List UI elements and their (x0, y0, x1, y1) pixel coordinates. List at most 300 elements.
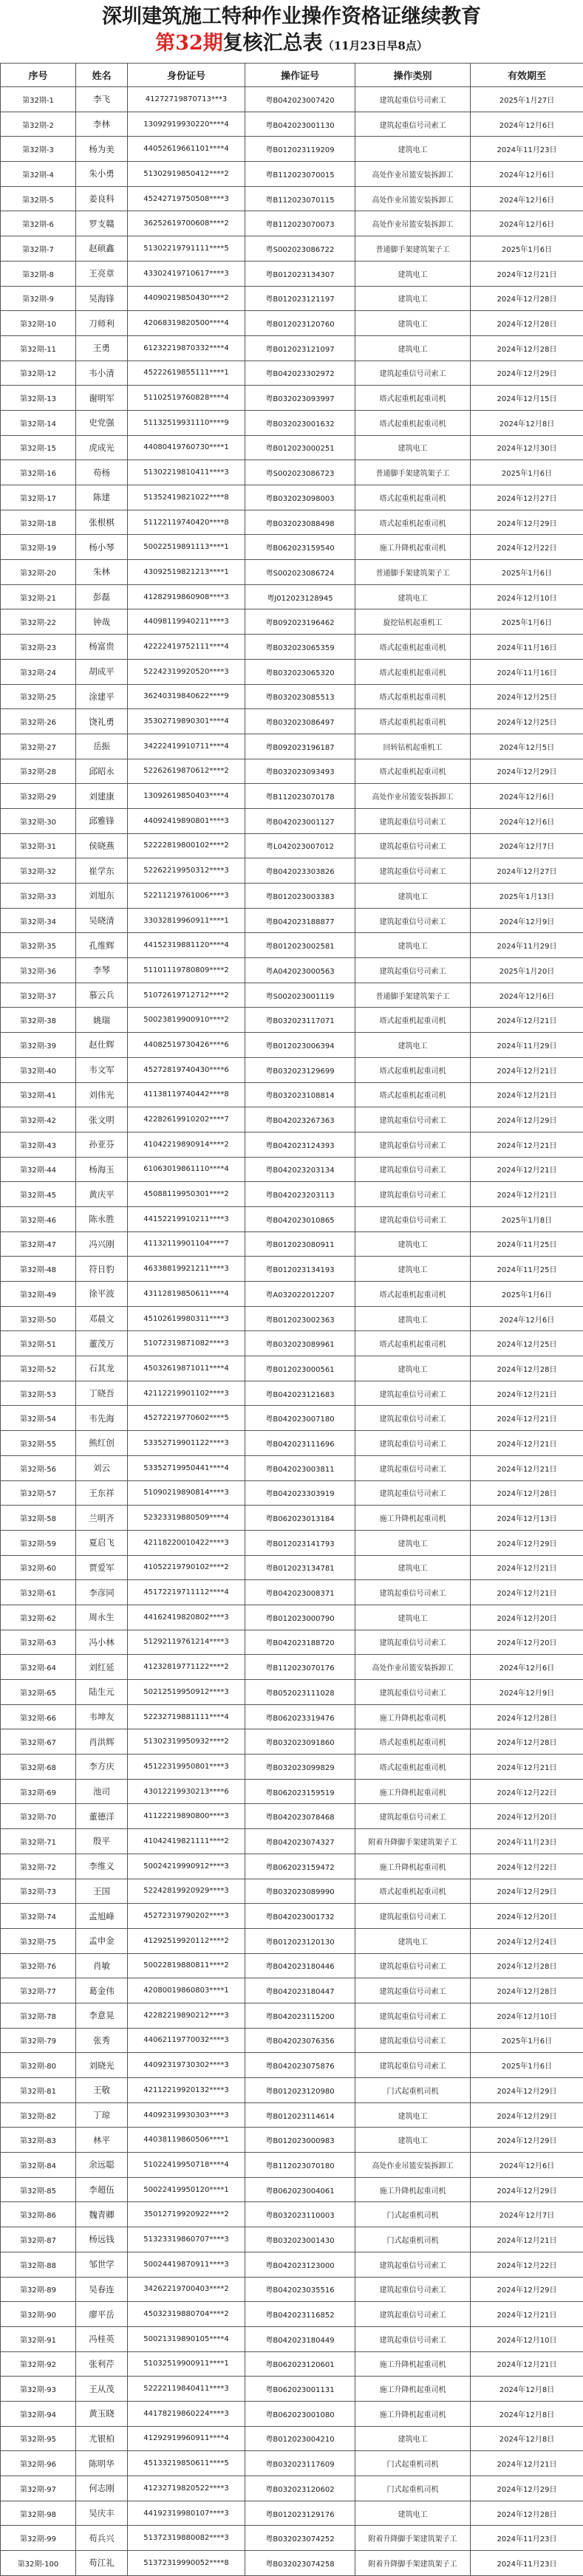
cell-expiry: 2024年12月21日 (471, 261, 583, 286)
table-row (1, 186, 583, 211)
cell-name: 慕云兵 (76, 983, 128, 1008)
cell-cert-number: 粤B012023121097 (245, 335, 355, 361)
cell-category: 塔式起重机起重司机 (355, 1755, 471, 1780)
cell-id-number: 61063019861110****4 (128, 1157, 245, 1182)
cell-cert-number: 粤B012023120980 (245, 2078, 355, 2103)
cell-index: 第32期-11 (1, 335, 76, 361)
cell-index: 第32期-10 (1, 311, 76, 336)
cell-name: 赵仕辉 (76, 1033, 128, 1058)
cell-name: 吴海锋 (76, 286, 128, 311)
cell-cert-number: 粤B062023013184 (245, 1506, 355, 1531)
table-row (1, 1406, 583, 1431)
cell-cert-number: 粤S002023086723 (245, 460, 355, 485)
cell-name: 罗支赣 (76, 211, 128, 236)
cell-index: 第32期-7 (1, 236, 76, 262)
table-row (1, 1182, 583, 1207)
cell-id-number: 41232819771122****2 (128, 1655, 245, 1680)
cell-cert-number: 粤B112023070176 (245, 1655, 355, 1680)
cell-index: 第32期-86 (1, 2202, 76, 2227)
table-row (1, 361, 583, 386)
table-row (1, 1206, 583, 1231)
cell-name: 冯桂英 (76, 2326, 128, 2351)
table-row (1, 1506, 583, 1531)
table-row (1, 510, 583, 535)
cell-category: 建筑起重信号司索工 (355, 1406, 471, 1431)
cell-id-number: 43302419710617****3 (128, 261, 245, 286)
cell-expiry: 2024年12月28日 (471, 286, 583, 311)
cell-cert-number: 粤B032023099829 (245, 1755, 355, 1780)
cell-index: 第32期-59 (1, 1530, 76, 1555)
cell-id-number: 51132519931110****9 (128, 410, 245, 435)
cell-name: 王敬 (76, 2078, 128, 2103)
table-row (1, 560, 583, 585)
cell-expiry: 2024年12月6日 (471, 2153, 583, 2178)
cell-category: 建筑起重信号司索工 (355, 1132, 471, 1157)
cell-id-number: 52242319920520****3 (128, 659, 245, 684)
cell-expiry: 2024年12月27日 (471, 485, 583, 510)
table-row (1, 1953, 583, 1978)
cell-id-number: 51032519900911****1 (128, 2351, 245, 2377)
cell-cert-number: 粤B042023180446 (245, 1953, 355, 1978)
cell-category: 建筑起重信号司索工 (355, 1107, 471, 1132)
cell-id-number: 45133219850611****5 (128, 2451, 245, 2476)
cell-id-number: 43012219930213****6 (128, 1779, 245, 1804)
cell-cert-number: 粤B042023267363 (245, 1107, 355, 1132)
cell-index: 第32期-45 (1, 1182, 76, 1207)
cell-id-number: 44098119940211****3 (128, 609, 245, 635)
cell-id-number: 51072319871082****3 (128, 1331, 245, 1356)
cell-expiry: 2024年12月7日 (471, 2202, 583, 2227)
table-row (1, 1879, 583, 1904)
cell-index: 第32期-37 (1, 983, 76, 1008)
cell-cert-number: 粤B112023070073 (245, 211, 355, 236)
cell-cert-number: 粤B012023080911 (245, 1231, 355, 1257)
cell-id-number: 41282919860908****3 (128, 584, 245, 609)
cell-expiry: 2024年12月22日 (471, 1854, 583, 1879)
cell-index: 第32期-66 (1, 1704, 76, 1729)
cell-id-number: 52232719881111****4 (128, 1704, 245, 1729)
cell-name: 贾爱军 (76, 1555, 128, 1580)
cell-id-number: 44092419890801****3 (128, 808, 245, 833)
cell-index: 第32期-48 (1, 1257, 76, 1282)
cell-id-number: 41042219890914****2 (128, 1132, 245, 1157)
cell-expiry: 2025年1月6日 (471, 236, 583, 262)
cell-cert-number: 粤B042023001732 (245, 1904, 355, 1929)
table-row (1, 1630, 583, 1655)
cell-cert-number: 粤B092023196187 (245, 734, 355, 759)
cell-id-number: 51090219890814****3 (128, 1480, 245, 1506)
cell-name: 兰明齐 (76, 1506, 128, 1531)
cell-category: 施工升降机起重司机 (355, 535, 471, 560)
table-row (1, 584, 583, 609)
cell-index: 第32期-83 (1, 2128, 76, 2153)
cell-expiry: 2024年11月29日 (471, 933, 583, 958)
cell-name: 黄玉晓 (76, 2401, 128, 2426)
cell-id-number: 52222119840411****3 (128, 2377, 245, 2402)
cell-name: 廖平岳 (76, 2302, 128, 2327)
cell-name: 冯小林 (76, 1630, 128, 1655)
cell-id-number: 44162419820802****3 (128, 1605, 245, 1630)
cell-category: 建筑起重信号司索工 (355, 1630, 471, 1655)
cell-expiry: 2024年12月22日 (471, 535, 583, 560)
table-row (1, 2028, 583, 2053)
cell-id-number: 50021319890105****4 (128, 2326, 245, 2351)
document-title: 深圳建筑施工特种作业操作资格证继续教育 (0, 4, 583, 30)
cell-cert-number: 粤B042023003811 (245, 1455, 355, 1480)
table-row (1, 1431, 583, 1456)
cell-category: 普通脚手架建筑架子工 (355, 460, 471, 485)
cell-category: 建筑电工 (355, 261, 471, 286)
table-row (1, 1033, 583, 1058)
cell-category: 建筑起重信号司索工 (355, 1580, 471, 1605)
cell-index: 第32期-36 (1, 958, 76, 983)
cell-id-number: 41292519920112****2 (128, 1928, 245, 1953)
cell-name: 尤银柏 (76, 2426, 128, 2451)
table-row (1, 1381, 583, 1406)
table-row (1, 1107, 583, 1132)
cell-id-number: 44092319730302****3 (128, 2053, 245, 2078)
cell-cert-number: 粤B012023114614 (245, 2102, 355, 2128)
cell-name: 吴庆丰 (76, 2501, 128, 2526)
table-row (1, 162, 583, 187)
cell-name: 杨富贵 (76, 635, 128, 660)
table-row (1, 2526, 583, 2551)
cell-cert-number: 粤B042023180449 (245, 2326, 355, 2351)
cell-cert-number: 粤B042023001130 (245, 112, 355, 137)
cell-id-number: 45242719750508****3 (128, 186, 245, 211)
cell-cert-number: 粤B012023120130 (245, 1928, 355, 1953)
cell-expiry: 2024年12月21日 (471, 2451, 583, 2476)
table-row (1, 1480, 583, 1506)
cell-name: 刀师利 (76, 311, 128, 336)
cell-index: 第32期-49 (1, 1282, 76, 1307)
cell-id-number: 44082519730426****6 (128, 1033, 245, 1058)
cell-id-number: 44062119770032****3 (128, 2028, 245, 2053)
cell-category: 建筑起重信号司索工 (355, 1978, 471, 2003)
cell-cert-number: 粤B042023111696 (245, 1431, 355, 1456)
cell-name: 李琴 (76, 958, 128, 983)
cell-index: 第32期-81 (1, 2078, 76, 2103)
table-row (1, 808, 583, 833)
cell-cert-number: 粤B062023159519 (245, 1779, 355, 1804)
cell-index: 第32期-25 (1, 684, 76, 709)
cell-cert-number: 粤B012023000561 (245, 1356, 355, 1381)
cell-index: 第32期-87 (1, 2227, 76, 2252)
cell-id-number: 51292119761214****3 (128, 1630, 245, 1655)
table-row (1, 659, 583, 684)
cell-name: 王勇 (76, 335, 128, 361)
cell-cert-number: 粤B012023000983 (245, 2128, 355, 2153)
cell-expiry: 2024年12月21日 (471, 1406, 583, 1431)
cell-id-number: 34262219700403****2 (128, 2277, 245, 2302)
cell-expiry: 2024年12月10日 (471, 2326, 583, 2351)
cell-expiry: 2024年12月21日 (471, 1455, 583, 1480)
cell-expiry: 2024年12月21日 (471, 1755, 583, 1780)
cell-id-number: 36252619700608****2 (128, 211, 245, 236)
table-row (1, 1680, 583, 1705)
cell-name: 刘伟光 (76, 1082, 128, 1107)
header-id-number: 身份证号 (128, 64, 245, 87)
cell-category: 塔式起重机起重司机 (355, 759, 471, 784)
cell-id-number: 45272219770602****5 (128, 1406, 245, 1431)
cell-cert-number: 粤B012023002363 (245, 1306, 355, 1331)
table-row (1, 1605, 583, 1630)
cell-name: 吴晓清 (76, 908, 128, 933)
table-row (1, 1331, 583, 1356)
cell-expiry: 2024年12月6日 (471, 162, 583, 187)
cell-index: 第32期-96 (1, 2451, 76, 2476)
table-row (1, 1580, 583, 1605)
cell-expiry: 2024年12月6日 (471, 784, 583, 809)
cell-index: 第32期-98 (1, 2501, 76, 2526)
cell-category: 建筑电工 (355, 1555, 471, 1580)
cell-category: 塔式起重机起重司机 (355, 386, 471, 411)
cell-id-number: 36240319840622****9 (128, 684, 245, 709)
cell-category: 门式起重机司机 (355, 2078, 471, 2103)
cell-name: 陈明华 (76, 2451, 128, 2476)
cell-name: 丁琼 (76, 2102, 128, 2128)
cell-expiry: 2024年12月21日 (471, 1182, 583, 1207)
cell-cert-number: 粤B062023001131 (245, 2377, 355, 2402)
cell-index: 第32期-18 (1, 510, 76, 535)
cell-name: 崔学东 (76, 858, 128, 884)
cell-cert-number: 粤B042023180447 (245, 1978, 355, 2003)
cell-category: 塔式起重机起重司机 (355, 1057, 471, 1082)
cell-cert-number: 粤B042023123000 (245, 2252, 355, 2277)
cell-expiry: 2024年11月23日 (471, 2551, 583, 2576)
table-row (1, 87, 583, 112)
cell-category: 塔式起重机起重司机 (355, 1879, 471, 1904)
cell-category: 建筑起重信号司索工 (355, 1480, 471, 1506)
cell-cert-number: 粤B032023085513 (245, 684, 355, 709)
table-row (1, 759, 583, 784)
cell-index: 第32期-78 (1, 2003, 76, 2028)
cell-id-number: 51302219791111****5 (128, 236, 245, 262)
table-row (1, 635, 583, 660)
cell-index: 第32期-53 (1, 1381, 76, 1406)
cell-index: 第32期-21 (1, 584, 76, 609)
cell-index: 第32期-6 (1, 211, 76, 236)
cell-category: 旋挖钻机起重机工 (355, 609, 471, 635)
cell-category: 高处作业吊篮安装拆卸工 (355, 162, 471, 187)
cell-cert-number: 粤B042023203113 (245, 1182, 355, 1207)
cell-name: 冯兴刚 (76, 1231, 128, 1257)
cell-category: 建筑起重信号司索工 (355, 1953, 471, 1978)
table-row (1, 460, 583, 485)
table-row (1, 734, 583, 759)
cell-cert-number: 粤B112023070180 (245, 2153, 355, 2178)
cell-cert-number: 粤B012023119209 (245, 137, 355, 162)
cell-id-number: 45222619855111****1 (128, 361, 245, 386)
cell-id-number: 52222819800102****2 (128, 833, 245, 858)
cell-id-number: 51302219810411****3 (128, 460, 245, 485)
cell-category: 门式起重机司机 (355, 2227, 471, 2252)
cell-name: 刘云 (76, 1455, 128, 1480)
cell-category: 施工升降机起重司机 (355, 1704, 471, 1729)
cell-name: 张秀 (76, 2028, 128, 2053)
cell-expiry: 2025年1月27日 (471, 87, 583, 112)
cell-id-number: 41272719870713***3 (128, 87, 245, 112)
cell-index: 第32期-60 (1, 1555, 76, 1580)
cell-index: 第32期-70 (1, 1804, 76, 1829)
cell-cert-number: 粤B042023078468 (245, 1804, 355, 1829)
cell-expiry: 2024年12月29日 (471, 1107, 583, 1132)
cell-category: 建筑起重信号司索工 (355, 1206, 471, 1231)
cell-index: 第32期-69 (1, 1779, 76, 1804)
cell-index: 第32期-80 (1, 2053, 76, 2078)
cell-name: 董德洋 (76, 1804, 128, 1829)
cell-category: 塔式起重机起重司机 (355, 1008, 471, 1033)
cell-cert-number: 粤B092023196462 (245, 609, 355, 635)
cell-category: 建筑起重信号司索工 (355, 1455, 471, 1480)
cell-cert-number: 粤B062023001080 (245, 2401, 355, 2426)
cell-category: 塔式起重机起重司机 (355, 1331, 471, 1356)
cell-name: 孔维辉 (76, 933, 128, 958)
cell-cert-number: 粤B032023117609 (245, 2451, 355, 2476)
header-name: 姓名 (76, 64, 128, 87)
cell-category: 高处作业吊篮安装拆卸工 (355, 1655, 471, 1680)
table-row (1, 958, 583, 983)
cell-index: 第32期-58 (1, 1506, 76, 1531)
table-row (1, 1904, 583, 1929)
summary-table (0, 63, 583, 2576)
cell-expiry: 2024年12月21日 (471, 1431, 583, 1456)
cell-name: 余远聪 (76, 2153, 128, 2178)
cell-expiry: 2024年12月29日 (471, 1879, 583, 1904)
cell-category: 建筑起重信号司索工 (355, 1381, 471, 1406)
cell-name: 赵硕鑫 (76, 236, 128, 262)
cell-category: 附着升降脚手架建筑架子工 (355, 2551, 471, 2576)
cell-name: 肖敏 (76, 1953, 128, 1978)
cell-cert-number: 粤B032023091860 (245, 1729, 355, 1755)
cell-id-number: 43092519821213****1 (128, 560, 245, 585)
cell-name: 周永生 (76, 1605, 128, 1630)
cell-name: 侯晓燕 (76, 833, 128, 858)
cell-index: 第32期-12 (1, 361, 76, 386)
cell-cert-number: 粤B112023070115 (245, 186, 355, 211)
cell-expiry: 2024年12月7日 (471, 833, 583, 858)
cell-category: 高处作业吊篮安装拆卸工 (355, 211, 471, 236)
cell-category: 塔式起重机起重司机 (355, 1282, 471, 1307)
cell-id-number: 44092319930303****3 (128, 2102, 245, 2128)
cell-cert-number: 粤B042023303919 (245, 1480, 355, 1506)
cell-index: 第32期-95 (1, 2426, 76, 2451)
cell-expiry: 2024年11月25日 (471, 1231, 583, 1257)
cell-category: 建筑电工 (355, 1605, 471, 1630)
cell-expiry: 2024年12月28日 (471, 1480, 583, 1506)
table-row (1, 908, 583, 933)
cell-id-number: 44038119860506****1 (128, 2128, 245, 2153)
cell-expiry: 2024年11月16日 (471, 659, 583, 684)
cell-category: 塔式起重机起重司机 (355, 635, 471, 660)
cell-id-number: 42068319820500****4 (128, 311, 245, 336)
cell-id-number: 44052619661101****4 (128, 137, 245, 162)
cell-index: 第32期-42 (1, 1107, 76, 1132)
cell-name: 姜良科 (76, 186, 128, 211)
cell-expiry: 2024年12月6日 (471, 186, 583, 211)
table-row (1, 1804, 583, 1829)
cell-id-number: 51122119740420****8 (128, 510, 245, 535)
cell-expiry: 2024年12月29日 (471, 2476, 583, 2501)
cell-index: 第32期-32 (1, 858, 76, 884)
cell-name: 岳振 (76, 734, 128, 759)
cell-expiry: 2024年12月21日 (471, 2227, 583, 2252)
cell-cert-number: 粤B062023159472 (245, 1854, 355, 1879)
cell-index: 第32期-20 (1, 560, 76, 585)
table-row (1, 1829, 583, 1854)
cell-index: 第32期-63 (1, 1630, 76, 1655)
cell-cert-number: 粤B032023093997 (245, 386, 355, 411)
cell-cert-number: 粤B042023115200 (245, 2003, 355, 2028)
cell-expiry: 2024年12月29日 (471, 361, 583, 386)
cell-name: 谢明军 (76, 386, 128, 411)
cell-index: 第32期-33 (1, 884, 76, 909)
cell-cert-number: 粤B042023302972 (245, 361, 355, 386)
cell-index: 第32期-61 (1, 1580, 76, 1605)
cell-index: 第32期-71 (1, 1829, 76, 1854)
cell-name: 苟杨 (76, 460, 128, 485)
cell-name: 陈永胜 (76, 1206, 128, 1231)
cell-name: 符日豹 (76, 1257, 128, 1282)
table-row (1, 435, 583, 460)
cell-cert-number: 粤B042023116852 (245, 2302, 355, 2327)
cell-id-number: 50024419870911****3 (128, 2252, 245, 2277)
cell-id-number: 51302919850412****2 (128, 162, 245, 187)
cell-expiry: 2024年11月25日 (471, 1257, 583, 1282)
cell-cert-number: 粤B062023159540 (245, 535, 355, 560)
cell-category: 建筑起重信号司索工 (355, 2252, 471, 2277)
cell-index: 第32期-16 (1, 460, 76, 485)
cell-category: 建筑起重信号司索工 (355, 2028, 471, 2053)
cell-category: 塔式起重机起重司机 (355, 684, 471, 709)
table-row (1, 884, 583, 909)
cell-name: 韦坤友 (76, 1704, 128, 1729)
table-row (1, 609, 583, 635)
table-row (1, 211, 583, 236)
cell-name: 魏青卿 (76, 2202, 128, 2227)
cell-expiry: 2024年12月21日 (471, 1157, 583, 1182)
cell-index: 第32期-19 (1, 535, 76, 560)
table-row (1, 1306, 583, 1331)
cell-index: 第32期-8 (1, 261, 76, 286)
cell-name: 虎成光 (76, 435, 128, 460)
cell-index: 第32期-100 (1, 2551, 76, 2576)
table-row (1, 1729, 583, 1755)
cell-name: 杨为美 (76, 137, 128, 162)
cell-cert-number: 粤B032023098003 (245, 485, 355, 510)
table-row (1, 1928, 583, 1953)
cell-category: 建筑电工 (355, 335, 471, 361)
cell-id-number: 52262619870612****2 (128, 759, 245, 784)
cell-name: 丁晓吾 (76, 1381, 128, 1406)
cell-category: 塔式起重机起重司机 (355, 410, 471, 435)
cell-expiry: 2024年12月29日 (471, 2078, 583, 2103)
table-row (1, 933, 583, 958)
cell-cert-number: 粤B012023002581 (245, 933, 355, 958)
table-row (1, 2078, 583, 2103)
cell-id-number: 45102619980311****3 (128, 1306, 245, 1331)
cell-cert-number: 粤A042023000563 (245, 958, 355, 983)
cell-expiry: 2024年12月10日 (471, 2003, 583, 2028)
cell-id-number: 42080019860803****1 (128, 1978, 245, 2003)
cell-id-number: 41132119901104****7 (128, 1231, 245, 1257)
cell-index: 第32期-1 (1, 87, 76, 112)
cell-cert-number: 粤B062023004061 (245, 2177, 355, 2202)
cell-index: 第32期-65 (1, 1680, 76, 1705)
cell-expiry: 2024年12月21日 (471, 1008, 583, 1033)
cell-category: 建筑电工 (355, 1306, 471, 1331)
cell-id-number: 45088119950301****2 (128, 1182, 245, 1207)
